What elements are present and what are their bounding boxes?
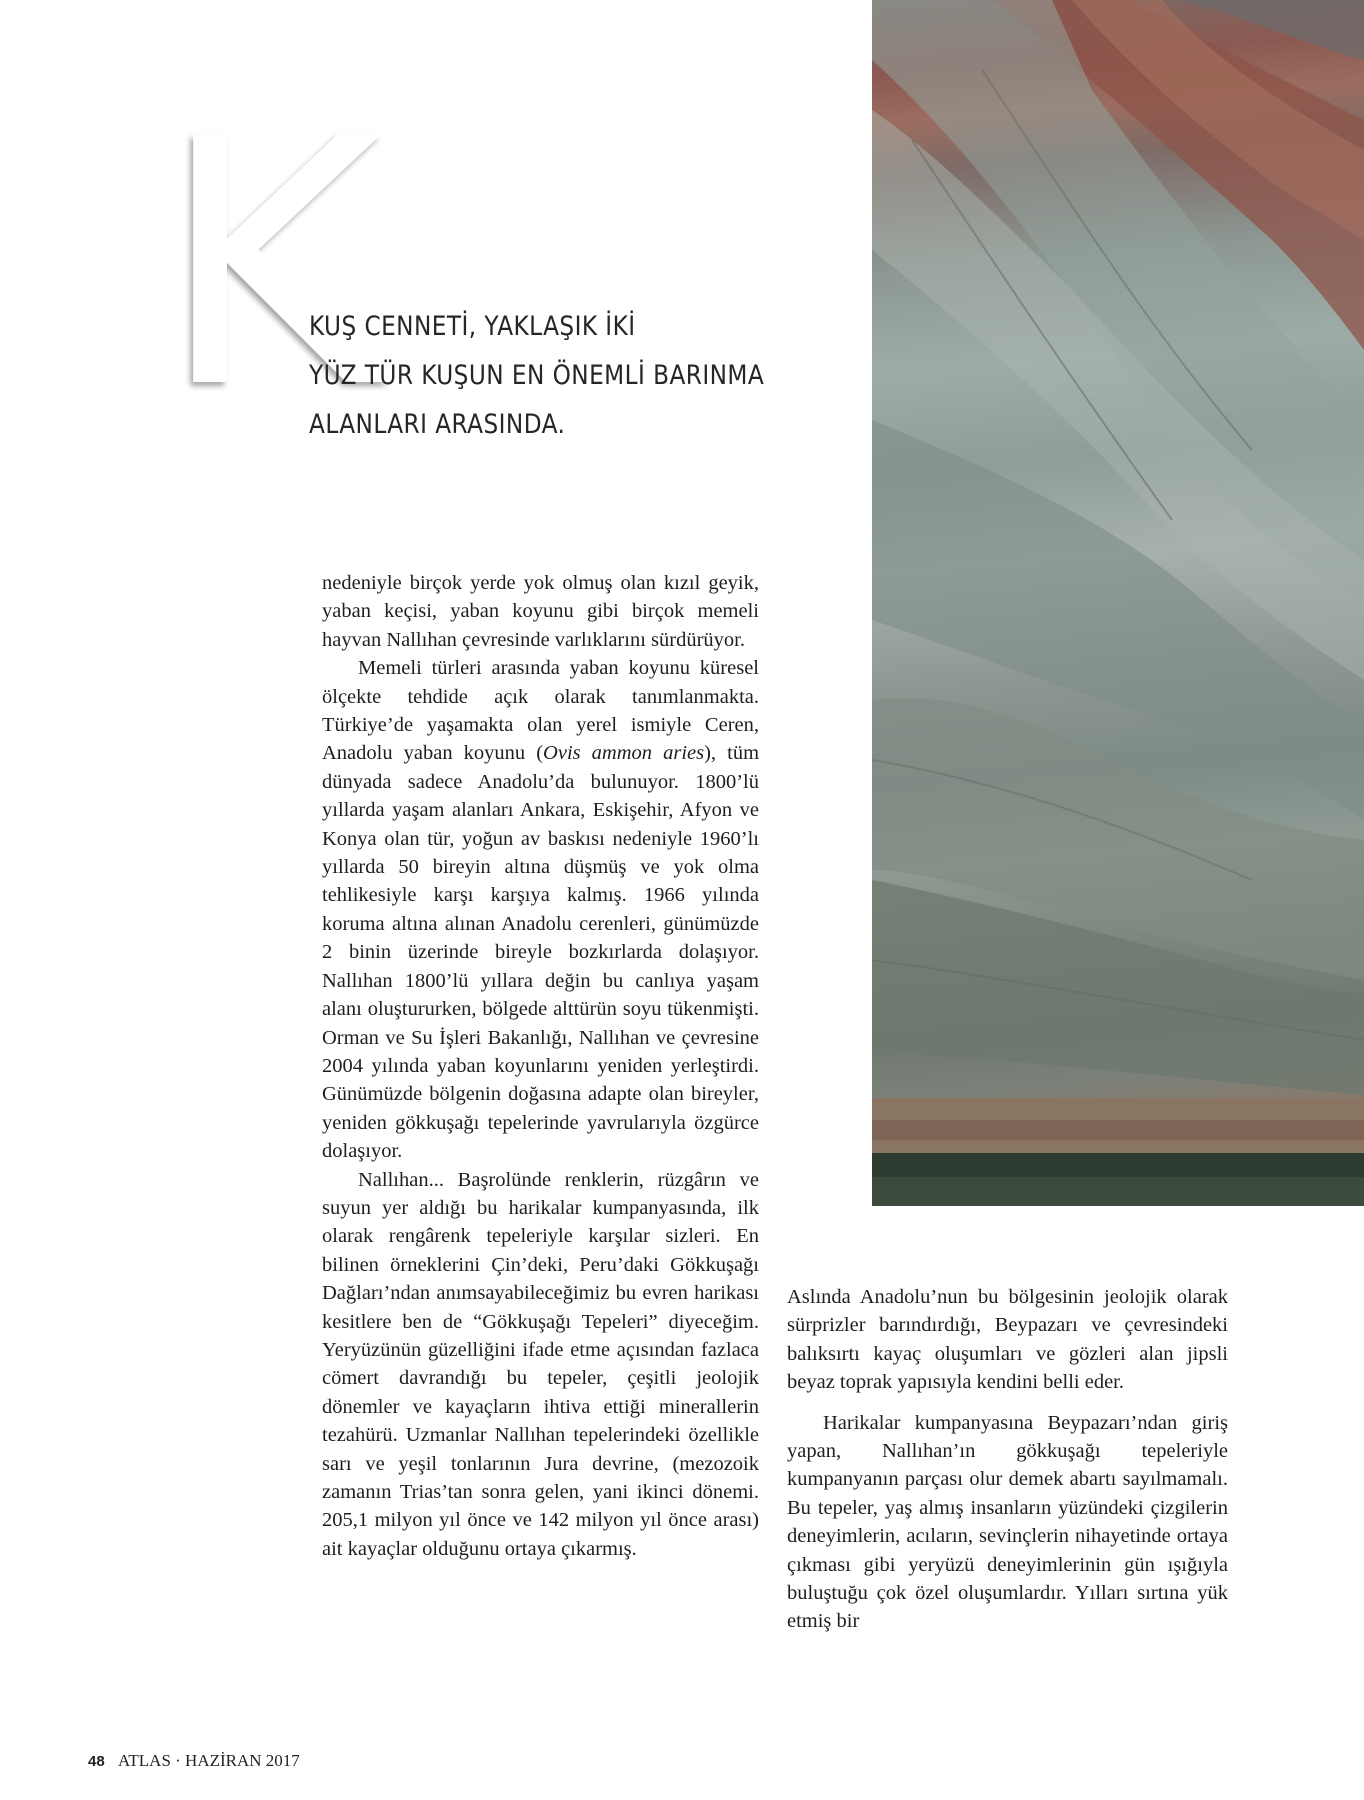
page-number: 48 <box>88 1753 105 1770</box>
article-left-column <box>322 569 759 1563</box>
paragraph-text: ), tüm dünyada sadece Anadolu’da bulunuyor. 1800’lü yıllarda yaşam alanları Ankara, Eskişehir, Afyon ve Konya olan tür, yoğun av baskısı nedeniyle 1960’lı yıllarda 50 bireyin altına düşmüş ve yok olma tehlikesiyle karşı karşıya kalmış. 1966 yılında koruma altına alınan Anadolu cerenleri, günümüzde 2 binin üzerinde bireyle bozkırlarda dolaşıyor. Nallıhan 1800’lü yıllara değin bu canlıya yaşam alanı oluştururken, bölgede alttürün soyu tükenmişti. Orman ve Su İşleri Bakanlığı, Nallıhan ve çevresine 2004 yılında yaban koyunlarını yeniden yerleştirdi. Günümüzde bölgenin doğasına adapte olan bireyler, yeniden gökkuşağı tepelerinde yavrularıyla özgürce dolaşıyor. <box>322 742 760 1163</box>
paragraph: Aslında Anadolu’nun bu bölgesinin jeolojik olarak sürprizler barındırdığı, Beypazarı ve çevresindeki balıksırtı kayaç oluşumları ve gözleri alan jipsli beyaz toprak yapısıyla kendini belli eder. <box>787 1286 1228 1394</box>
pull-quote-line: YÜZ TÜR KUŞUN EN ÖNEMLİ BARINMA <box>309 360 765 391</box>
rainbow-hills-photo <box>872 0 1364 1206</box>
paragraph: Nallıhan... Başrolünde renklerin, rüzgârın ve suyun yer aldığı bu harikalar kumpanyasında, ilk olarak rengârenk tepeleriyle karşılar sizleri. En bilinen örneklerini Çin’deki, Peru’daki Gökkuşağı Dağları’ndan anımsayabileceğimiz bu evren harikası kesitlere ben de “Gökkuşağı Tepeleri” diyeceğim. Yeryüzünün güzelliğini ifade etme açısından fazlaca cömert davrandığı bu tepeler, çeşitli jeolojik dönemler ve kayaçların ihtiva ettiği minerallerin tezahürü. Uzmanlar Nallıhan tepelerindeki özellikle sarı ve yeşil tonlarının Jura devrine, (mezozoik zamanın Trias’tan sonra gelen, yani ikinci dönemi. 205,1 milyon yıl önce ve 142 milyon yıl önce arası) ait kayaçlar olduğunu ortaya çıkarmış. <box>322 1168 759 1560</box>
paragraph <box>322 654 759 1165</box>
paragraph: nedeniyle birçok yerde yok olmuş olan kızıl geyik, yaban keçisi, yaban koyunu gibi birçok memeli hayvan Nallıhan çevresinde varlıklarını sürdürüyor. <box>322 572 759 651</box>
drop-cap-glyph: K <box>160 98 383 398</box>
paragraph: Harikalar kumpanyasına Beypazarı’ndan giriş yapan, Nallıhan’ın gökkuşağı tepeleriyle kumpanyanın parçası olur demek abartı sayılmamalı. Bu tepeler, yaş almış insanların yüzündeki çizgilerin deneyimlerin, acıların, sevinçlerin nihayetinde ortaya çıkması gibi yeryüzü deneyimlerinin gün ışığıyla buluştuğu çok özel oluşumlardır. Yılları sırtına yük etmiş bir <box>787 1411 1228 1633</box>
publication-info: ATLAS · HAZİRAN 2017 <box>118 1751 300 1770</box>
pull-quote-line: KUŞ CENNETİ, YAKLAŞIK İKİ <box>309 311 636 342</box>
hills-illustration <box>872 0 1364 1206</box>
pull-quote-line: ALANLARI ARASINDA. <box>309 409 566 440</box>
page-footer <box>88 1751 300 1771</box>
pull-quote <box>309 302 765 449</box>
article-right-column <box>787 1283 1228 1636</box>
paragraph-text: Memeli türleri arasında yaban koyunu küresel ölçekte tehdide açık olarak tanımlanmakta. Türkiye’de yaşamakta olan yerel ismiyle Ceren, Anadolu yaban koyunu ( <box>322 657 759 765</box>
species-name: Ovis ammon aries <box>543 742 705 765</box>
